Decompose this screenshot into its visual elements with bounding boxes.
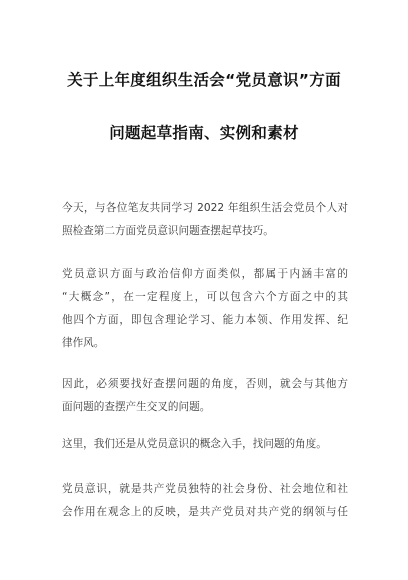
paragraph-approach	[62, 433, 348, 456]
paragraph-line: 会作用在观念上的反映，是共产党员对共产党的纲领与任	[62, 506, 348, 518]
paragraph-line: “大概念”，在一定程度上，可以包含六个方面之中的其	[62, 291, 348, 303]
document-title-line-2: 问题起草指南、实例和素材	[109, 124, 299, 142]
paragraph-line: 律作风。	[62, 337, 105, 349]
paragraph-concept	[62, 263, 348, 355]
paragraph-therefore	[62, 373, 348, 419]
paragraph-intro	[62, 197, 348, 243]
document-title-line-1: 关于上年度组织生活会“党员意识”方面	[67, 71, 341, 89]
paragraph-line: 因此，必须要找好查摆问题的角度，否则，就会与其他方	[62, 378, 348, 390]
paragraph-definition	[62, 478, 348, 524]
paragraph-line: 照检查第二方面党员意识问题查摆起草技巧。	[62, 225, 274, 237]
paragraph-line: 党员意识，就是共产党员独特的社会身份、社会地位和社	[62, 483, 348, 495]
paragraph-line: 他四个方面，即包含理论学习、能力本领、作用发挥、纪	[62, 314, 348, 326]
paragraph-line: 今天，与各位笔友共同学习 2022 年组织生活会党员个人对	[62, 202, 348, 214]
paragraph-line: 党员意识方面与政治信仰方面类似，都属于内涵丰富的	[62, 268, 348, 280]
paragraph-line: 面问题的查摆产生交叉的问题。	[62, 401, 211, 413]
paragraph-line: 这里，我们还是从党员意识的概念入手，找问题的角度。	[62, 438, 327, 450]
